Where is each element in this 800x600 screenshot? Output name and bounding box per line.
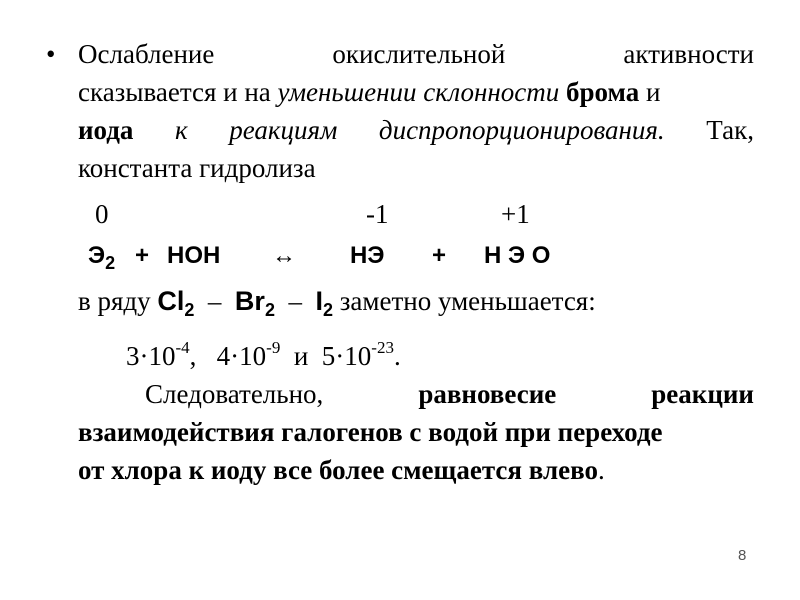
plus-sign: + [135, 242, 150, 269]
product2: H Э O [484, 242, 551, 269]
word: окислительной [332, 39, 506, 69]
constant-value: 3·10 [126, 341, 176, 371]
text: и [293, 341, 309, 371]
italic-text: уменьшении склонности [277, 77, 560, 107]
paragraph1-line3 [78, 114, 754, 146]
dash: – [207, 286, 222, 316]
halogen-series [78, 285, 596, 326]
oxidation-state: 0 [95, 199, 109, 229]
bold-word: равновесие [418, 379, 557, 409]
equilibrium-arrow-icon: ↔ [272, 242, 296, 269]
constant-value: 4·10 [216, 341, 267, 371]
italic-text: к [175, 115, 188, 145]
subscript: 2 [105, 253, 116, 273]
word: Ослабление [78, 39, 215, 69]
paragraph1-line2 [78, 76, 660, 108]
dash: – [288, 286, 302, 316]
subscript: 2 [264, 300, 275, 320]
exponent: -9 [266, 338, 281, 357]
constant-value: 5·10 [321, 341, 372, 371]
period: . [393, 341, 401, 371]
subscript: 2 [184, 300, 195, 320]
paragraph2-line3 [78, 454, 605, 486]
oxidation-state: -1 [366, 199, 389, 229]
word: активности [623, 39, 754, 69]
word: Следовательно, [145, 379, 324, 409]
exponent: -23 [371, 338, 394, 357]
bold-text: иода [78, 115, 134, 145]
exponent: -4 [175, 338, 190, 357]
paragraph1-line4: константа гидролиза [78, 153, 316, 183]
italic-text: диспропорционирования. [378, 115, 665, 145]
br2 [234, 286, 275, 320]
bullet-icon: • [46, 39, 56, 69]
bold-text: от хлора к иоду все более смещается влево [78, 455, 599, 485]
text: сказывается и на [78, 77, 271, 107]
text: заметно уменьшается: [339, 286, 596, 316]
reactant2: HOH [167, 242, 221, 269]
paragraph1-line1 [78, 38, 754, 70]
paragraph2-line1 [145, 378, 754, 410]
cl-symbol: Cl [157, 286, 185, 316]
plus-sign: + [432, 242, 447, 269]
comma: , [189, 341, 197, 371]
page-number: 8 [738, 547, 747, 564]
product1: HЭ [350, 242, 385, 269]
bold-text: брома [566, 77, 640, 107]
cl2 [157, 286, 195, 320]
br-symbol: Br [234, 286, 265, 316]
text: в ряду [78, 286, 151, 316]
text: и [645, 77, 661, 107]
i-symbol: I [315, 286, 323, 316]
subscript: 2 [322, 300, 333, 320]
i2 [315, 286, 333, 320]
oxidation-state: +1 [501, 199, 530, 229]
period: . [598, 455, 605, 485]
text: Так, [706, 115, 754, 145]
bold-word: реакции [651, 379, 754, 409]
reactant1 [88, 240, 115, 279]
italic-text: реакциям [229, 115, 338, 145]
paragraph2-line2: взаимодействия галогенов с водой при переходе [78, 417, 663, 447]
hydrolysis-constants [126, 332, 401, 372]
reactant1-symbol: Э [88, 242, 106, 269]
